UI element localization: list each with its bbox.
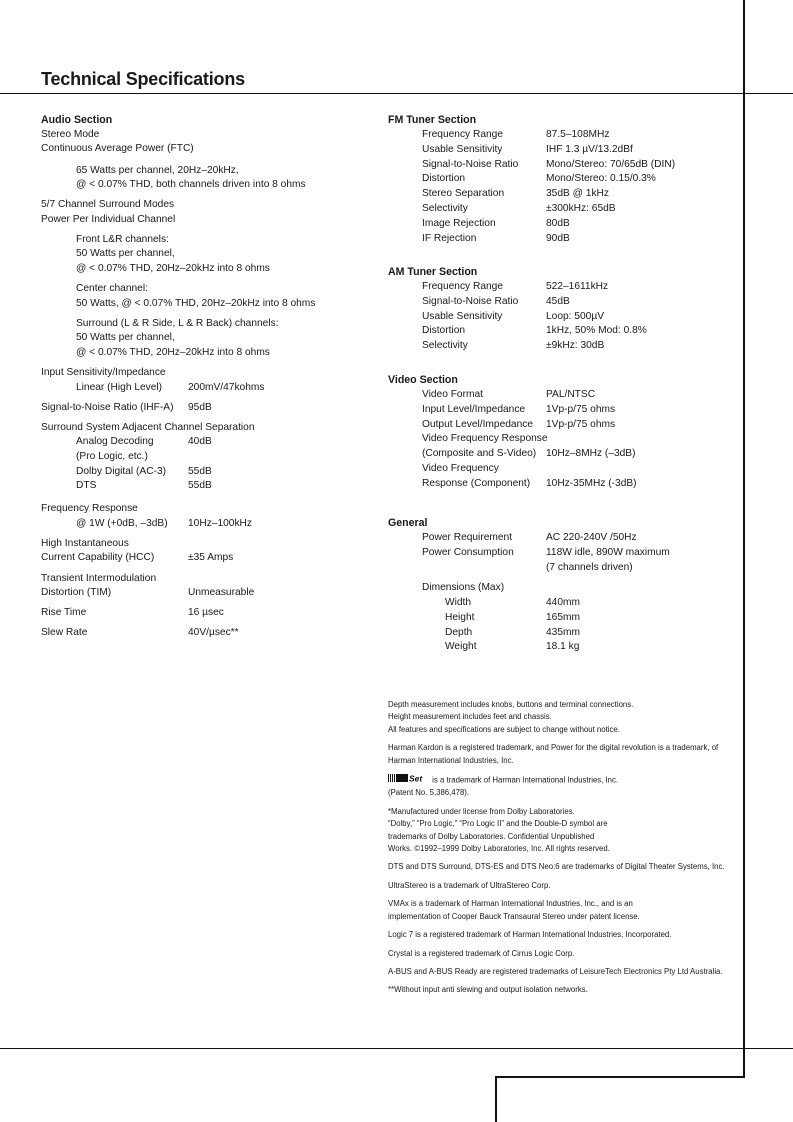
footnote: “Dolby,” “Pro Logic,” “Pro Logic II” and the Double-D symbol are bbox=[388, 819, 608, 829]
spec-value: 118W idle, 890W maximum bbox=[546, 546, 670, 558]
spec-value: 16 µsec bbox=[188, 607, 224, 618]
spec-row bbox=[388, 217, 728, 232]
spec-label: IF Rejection bbox=[422, 232, 477, 244]
footnote: Harman International Industries, Inc. bbox=[388, 755, 514, 765]
spec-row bbox=[388, 611, 728, 626]
spec-value: ±9kHz: 30dB bbox=[546, 340, 605, 352]
spec-value: Mono/Stereo: 70/65dB (DIN) bbox=[546, 158, 676, 170]
spec-value: Mono/Stereo: 0.15/0.3% bbox=[546, 173, 656, 185]
spec-text: 50 Watts per channel, bbox=[76, 332, 175, 343]
spec-label: Input Sensitivity/Impedance bbox=[41, 367, 166, 378]
spec-label: (Pro Logic, etc.) bbox=[76, 451, 148, 462]
spec-value: PAL/NTSC bbox=[546, 389, 596, 400]
footnote: trademarks of Dolby Laboratories. Confidential Unpublished bbox=[388, 831, 595, 841]
spec-label: Transient Intermodulation bbox=[41, 573, 157, 584]
spec-row bbox=[388, 187, 728, 202]
svg-text:Set: Set bbox=[409, 773, 423, 784]
spec-label: Current Capability (HCC) bbox=[41, 552, 155, 563]
footnote: (Patent No. 5,386,478). bbox=[388, 788, 470, 798]
spec-label: Power Per Individual Channel bbox=[41, 214, 176, 225]
spec-value: 40V/µsec** bbox=[188, 627, 239, 638]
spec-value: 18.1 kg bbox=[546, 641, 580, 653]
spec-label: Power Consumption bbox=[422, 546, 514, 558]
spec-value: 522–1611kHz bbox=[546, 281, 609, 292]
spec-value: Unmeasurable bbox=[188, 587, 255, 598]
spec-label: Stereo Mode bbox=[41, 129, 100, 140]
spec-label: Response (Component) bbox=[422, 477, 531, 489]
footnote: **Without input anti slewing and output isolation networks. bbox=[388, 985, 588, 995]
spec-value: IHF 1.3 µV/13.2dBf bbox=[546, 143, 633, 155]
spec-label: High Instantaneous bbox=[41, 538, 129, 549]
spec-value: 35dB @ 1kHz bbox=[546, 188, 610, 200]
spec-text: 50 Watts per channel, bbox=[76, 248, 175, 259]
spec-row bbox=[388, 418, 728, 433]
video-section-title: Video Section bbox=[388, 374, 458, 386]
spec-label: Distortion (TIM) bbox=[41, 587, 112, 598]
spec-label: Rise Time bbox=[41, 607, 87, 618]
spec-label: @ 1W (+0dB, –3dB) bbox=[76, 518, 168, 529]
spec-value: 87.5–108MHz bbox=[546, 129, 610, 140]
spec-text: 65 Watts per channel, 20Hz–20kHz, bbox=[76, 165, 239, 176]
footnote: implementation of Cooper Bauck Transaural Stereo under patent license. bbox=[388, 911, 640, 921]
footnote: Works. ©1992–1999 Dolby Laboratories, Inc. All rights reserved. bbox=[388, 844, 610, 854]
spec-label: DTS bbox=[76, 480, 97, 491]
footnote: Harman Kardon is a registered trademark, and Power for the digital revolution is a trademark, of bbox=[388, 743, 719, 753]
spec-label: Distortion bbox=[422, 325, 466, 337]
spec-text: @ < 0.07% THD, 20Hz–20kHz into 8 ohms bbox=[76, 347, 270, 358]
spec-value: (7 channels driven) bbox=[546, 561, 633, 573]
title-rule bbox=[0, 93, 793, 94]
spec-label: Usable Sensitivity bbox=[422, 143, 503, 155]
spec-text: 50 Watts, @ < 0.07% THD, 20Hz–20kHz into 8 ohms bbox=[76, 298, 316, 309]
spec-label: Signal-to-Noise Ratio bbox=[422, 158, 519, 170]
audio-section bbox=[41, 113, 371, 653]
spec-row bbox=[388, 403, 728, 418]
spec-label: Stereo Separation bbox=[422, 188, 505, 200]
spec-row bbox=[388, 143, 728, 158]
spec-label: Video Format bbox=[422, 389, 483, 400]
spec-row bbox=[388, 640, 728, 655]
spec-row bbox=[388, 432, 728, 447]
spec-label: Video Frequency Response bbox=[422, 433, 548, 445]
spec-text: Surround (L & R Side, L & R Back) channels: bbox=[76, 318, 279, 329]
spec-label: Linear (High Level) bbox=[76, 382, 163, 393]
spec-value: 440mm bbox=[546, 597, 580, 608]
exset-logo-icon bbox=[388, 773, 430, 783]
spec-value: 10Hz-35MHz (-3dB) bbox=[546, 477, 637, 489]
page-title: Technical Specifications bbox=[41, 69, 245, 89]
footnote: VMAx is a trademark of Harman International Industries, Inc., and is an bbox=[388, 899, 633, 909]
spec-row bbox=[388, 531, 728, 546]
footnote: A-BUS and A-BUS Ready are registered trademarks of LeisureTech Electronics Pty Ltd Australia. bbox=[388, 966, 723, 976]
spec-row bbox=[388, 232, 728, 247]
spec-row bbox=[388, 596, 728, 611]
general-section-title: General bbox=[388, 517, 428, 529]
spec-value: Loop: 500µV bbox=[546, 310, 604, 322]
spec-row bbox=[388, 561, 728, 576]
frame-right-line bbox=[743, 0, 745, 1077]
spec-value: ±35 Amps bbox=[188, 552, 234, 563]
spec-label: Signal-to-Noise Ratio (IHF-A) bbox=[41, 402, 174, 413]
spec-label: Frequency Range bbox=[422, 129, 503, 140]
spec-label: Usable Sensitivity bbox=[422, 310, 503, 322]
footnote: Depth measurement includes knobs, buttons and terminal connections. bbox=[388, 700, 634, 709]
spec-value: 165mm bbox=[546, 611, 580, 623]
spec-label: Output Level/Impedance bbox=[422, 418, 534, 430]
spec-label: Distortion bbox=[422, 173, 466, 185]
spec-value: 90dB bbox=[546, 232, 570, 244]
spec-value: 1Vp-p/75 ohms bbox=[546, 418, 616, 430]
spec-value: 10Hz–8MHz (–3dB) bbox=[546, 448, 636, 460]
spec-row bbox=[388, 546, 728, 561]
footnote: UltraStereo is a trademark of UltraStereo Corp. bbox=[388, 880, 551, 890]
spec-label: Depth bbox=[445, 626, 473, 638]
spec-row bbox=[388, 295, 728, 310]
spec-label: Selectivity bbox=[422, 202, 468, 214]
exset-trademark-text: is a trademark of Harman International Industries, Inc. bbox=[432, 775, 619, 785]
footnote: Crystal is a registered trademark of Cirrus Logic Corp. bbox=[388, 948, 575, 958]
spec-row bbox=[388, 128, 728, 143]
spec-value: 95dB bbox=[188, 402, 212, 413]
spec-text: Front L&R channels: bbox=[76, 234, 169, 245]
spec-value: 80dB bbox=[546, 217, 570, 229]
spec-label: Analog Decoding bbox=[76, 436, 154, 447]
spec-row bbox=[388, 172, 728, 187]
spec-row bbox=[388, 388, 728, 403]
spec-label: Input Level/Impedance bbox=[422, 403, 526, 415]
spec-value: ±300kHz: 65dB bbox=[546, 202, 616, 214]
spec-label: Image Rejection bbox=[422, 217, 496, 229]
spec-value: 45dB bbox=[546, 295, 570, 307]
bottom-rule-right bbox=[495, 1076, 745, 1078]
footnote: Logic 7 is a registered trademark of Harman International Industries, Incorporated. bbox=[388, 930, 672, 940]
spec-row bbox=[388, 158, 728, 173]
spec-value: 55dB bbox=[188, 480, 212, 491]
spec-value: 10Hz–100kHz bbox=[188, 518, 252, 529]
footnote bbox=[388, 773, 733, 787]
spec-label: Video Frequency bbox=[422, 462, 499, 474]
spec-label: Power Requirement bbox=[422, 532, 513, 543]
footnote: All features and specifications are subject to change without notice. bbox=[388, 724, 620, 734]
spec-label: Continuous Average Power (FTC) bbox=[41, 143, 194, 154]
spec-row bbox=[388, 339, 728, 354]
spec-value: 200mV/47kohms bbox=[188, 382, 265, 393]
spec-value: 55dB bbox=[188, 466, 212, 477]
spec-label: Surround System Adjacent Channel Separation bbox=[41, 422, 255, 433]
fm-section-title: FM Tuner Section bbox=[388, 114, 477, 126]
footnote: DTS and DTS Surround, DTS-ES and DTS Neo:6 are trademarks of Digital Theater Systems, Inc. bbox=[388, 862, 725, 872]
spec-row bbox=[388, 310, 728, 325]
spec-text: Center channel: bbox=[76, 283, 148, 294]
spec-label: Height bbox=[445, 611, 475, 623]
footnote: Height measurement includes feet and chassis. bbox=[388, 712, 552, 722]
footnotes bbox=[388, 699, 733, 997]
spec-label: Selectivity bbox=[422, 340, 468, 352]
spec-text: @ < 0.07% THD, both channels driven into 8 ohms bbox=[76, 179, 306, 190]
bottom-rule bbox=[0, 1048, 793, 1049]
spec-value: AC 220-240V /50Hz bbox=[546, 532, 637, 543]
spec-text: @ < 0.07% THD, 20Hz–20kHz into 8 ohms bbox=[76, 263, 270, 274]
am-section-title: AM Tuner Section bbox=[388, 266, 478, 278]
spec-row bbox=[388, 462, 728, 477]
spec-label: (Composite and S-Video) bbox=[422, 448, 537, 460]
spec-row bbox=[388, 280, 728, 295]
spec-row bbox=[388, 477, 728, 492]
exset-logo bbox=[388, 773, 430, 787]
spec-row bbox=[388, 202, 728, 217]
spec-label: Slew Rate bbox=[41, 627, 88, 638]
spec-value: 40dB bbox=[188, 436, 212, 447]
spec-row bbox=[388, 626, 728, 641]
spec-label: Frequency Response bbox=[41, 503, 138, 514]
spec-value: 1kHz, 50% Mod: 0.8% bbox=[546, 325, 647, 337]
spec-row bbox=[388, 324, 728, 339]
spec-value: 435mm bbox=[546, 626, 580, 638]
spec-value: 1Vp-p/75 ohms bbox=[546, 403, 616, 415]
audio-section-title: Audio Section bbox=[41, 114, 113, 126]
spec-label: Signal-to-Noise Ratio bbox=[422, 295, 519, 307]
bottom-right-line bbox=[495, 1076, 497, 1122]
spec-label: 5/7 Channel Surround Modes bbox=[41, 199, 175, 210]
footnote: *Manufactured under license from Dolby Laboratories. bbox=[388, 806, 575, 816]
spec-label: Dolby Digital (AC-3) bbox=[76, 466, 167, 477]
dimensions-label: Dimensions (Max) bbox=[422, 582, 505, 593]
spec-label: Weight bbox=[445, 641, 477, 653]
spec-row bbox=[388, 447, 728, 462]
spec-label: Frequency Range bbox=[422, 281, 503, 292]
spec-label: Width bbox=[445, 597, 472, 608]
